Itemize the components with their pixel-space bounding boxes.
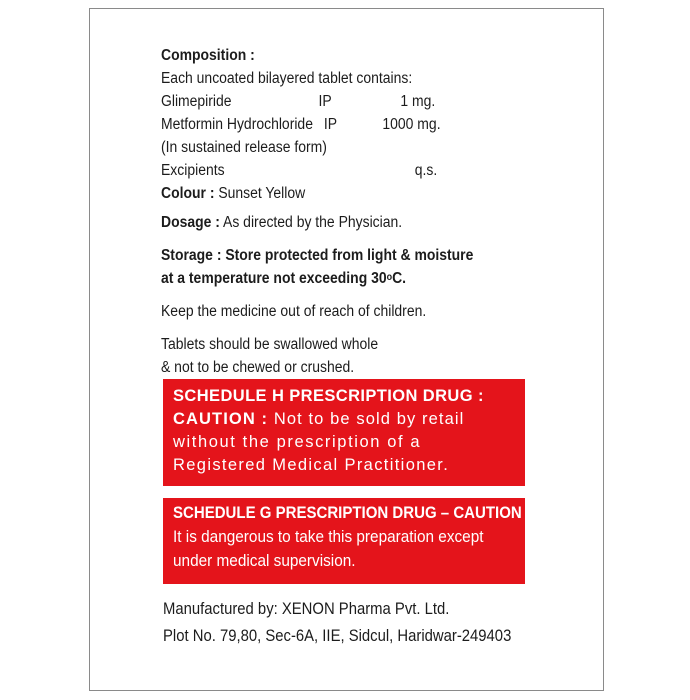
schedule-g-line-3: under medical supervision. [173,552,356,570]
colour-value: Sunset Yellow [218,185,306,202]
colour-label: Colour : [161,185,215,202]
storage-line-2-text: at a temperature not exceeding 30 [161,270,387,287]
schedule-h-line-4: Registered Medical Practitioner. [173,456,450,474]
composition-intro: Each uncoated bilayered tablet contains: [161,70,413,87]
ingredient-quantity: 1 mg. [400,93,436,110]
ingredient-name: Metformin Hydrochloride [161,116,313,133]
dosage-label: Dosage : [161,214,220,231]
schedule-g-title: SCHEDULE G PRESCRIPTION DRUG – CAUTION [173,504,522,522]
dosage-line [161,211,521,234]
caution-text: Not to be sold by retail [268,410,465,428]
schedule-g-warning-box [163,498,525,584]
swallow-line-1: Tablets should be swallowed whole [161,336,379,353]
composition-note: (In sustained release form) [161,139,327,156]
excipients-row [161,159,521,182]
ingredient-row [161,90,521,113]
storage-line-2-unit: C. [392,270,407,287]
excipients-quantity: q.s. [414,162,438,179]
dosage-value: As directed by the Physician. [223,214,403,231]
degree-symbol: o [386,272,393,283]
ingredient-name: Glimepiride [161,93,232,110]
storage-line-2 [161,267,521,290]
storage-line-1: Storage : Store protected from light & moisture [161,247,474,264]
ingredient-standard: IP [323,116,338,133]
manufacturer-line: Manufactured by: XENON Pharma Pvt. Ltd. [163,600,450,618]
swallow-line-2: & not to be chewed or crushed. [161,359,355,376]
schedule-h-title: SCHEDULE H PRESCRIPTION DRUG : [173,387,484,405]
composition-heading: Composition : [161,47,255,64]
ingredient-quantity: 1000 mg. [382,116,441,133]
manufacturer-address: Plot No. 79,80, Sec-6A, IIE, Sidcul, Haridwar-249403 [163,627,512,645]
keep-out-notice: Keep the medicine out of reach of children. [161,303,427,320]
label-content [161,44,561,379]
caution-label: CAUTION : [173,410,269,428]
excipients-name: Excipients [161,162,225,179]
schedule-h-caution [173,408,464,431]
ingredient-standard: IP [318,93,332,110]
ingredient-row [161,113,521,136]
colour-line [161,182,521,205]
schedule-g-line-2: It is dangerous to take this preparation except [173,528,484,546]
schedule-h-line-3: without the prescription of a [173,433,422,451]
schedule-h-warning-box [163,379,525,486]
